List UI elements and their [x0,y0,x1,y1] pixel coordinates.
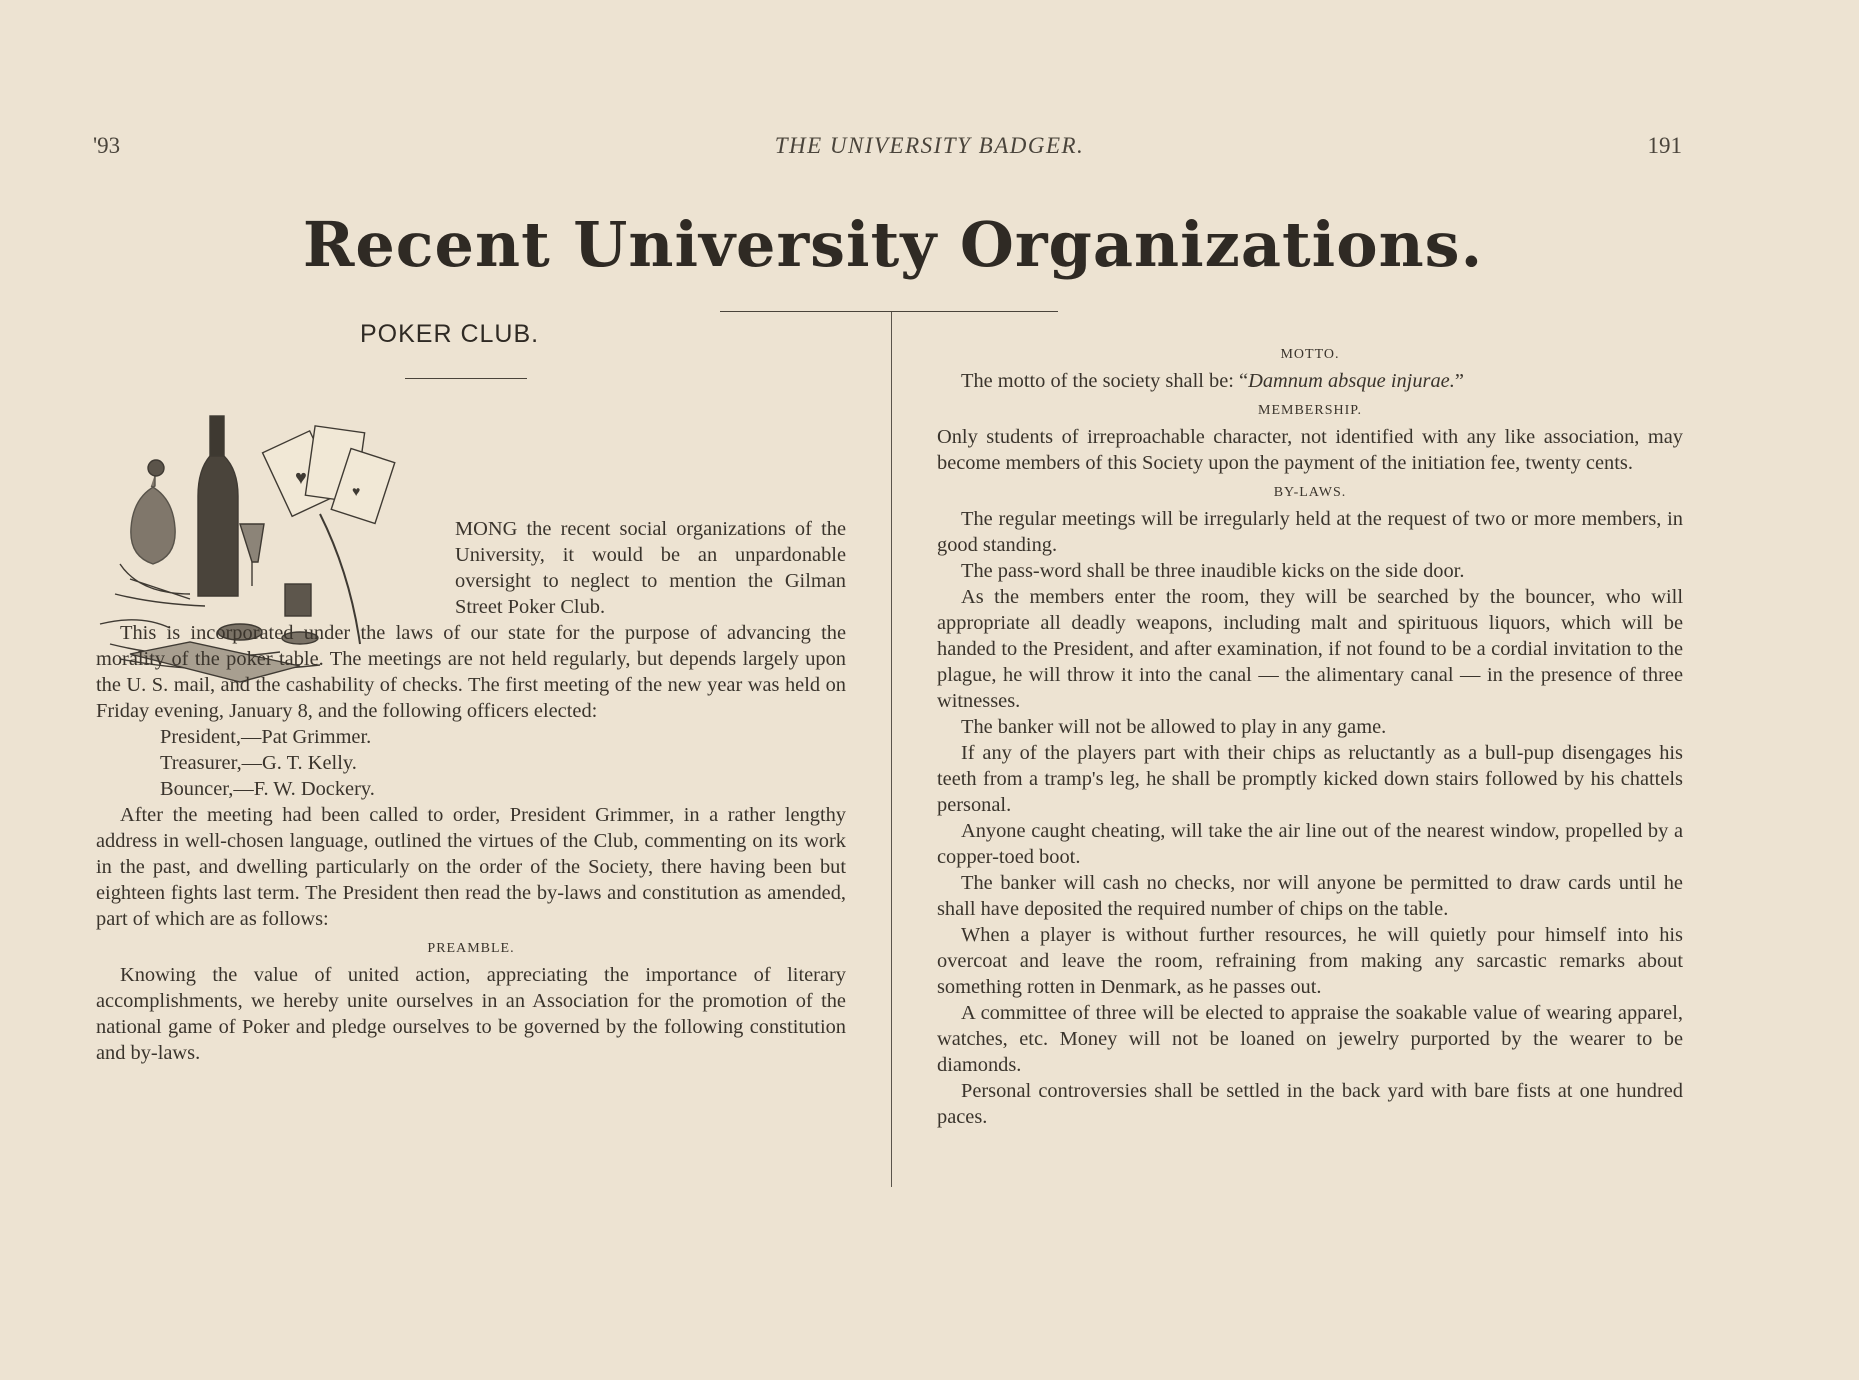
bylaw-item: Personal controversies shall be settled in the back yard with bare fists at one hundred paces. [937,1080,1683,1128]
bylaw-item: Anyone caught cheating, will take the air line out of the nearest window, propelled by a copper-toed boot. [937,820,1683,868]
preamble-paragraph: Knowing the value of united action, appreciating the importance of literary accomplishments, we hereby unite ourselves in an Association for the promotion of the national game of Poker and pledge ourselves to be governed by the following constitution and by-laws. [96,964,846,1064]
bylaw-item: If any of the players part with their chips as reluctantly as a bull-pup disengages his teeth from a tramp's leg, he shall be promptly kicked down stairs followed by his chattels personal. [937,742,1683,816]
running-head-title: THE UNIVERSITY BADGER. [774,133,1085,158]
heading-rule [405,378,527,379]
motto-paragraph [937,368,1683,394]
officers-list [160,724,846,802]
column-divider [891,312,892,1187]
officer-treasurer: Treasurer,—G. T. Kelly. [160,752,357,774]
svg-text:♥: ♥ [295,467,307,489]
motto-heading: MOTTO. [1280,347,1340,362]
bylaws-heading: BY-LAWS. [1273,485,1347,500]
motto-suffix: ” [1454,370,1464,392]
section-heading-poker-club: POKER CLUB. [360,320,540,348]
motto-latin: Damnum absque injurae. [1248,370,1455,392]
svg-text:♥: ♥ [352,485,361,500]
page-title: Recent University Organizations. [302,208,1484,281]
title-rule [720,311,1058,312]
officer-president: President,—Pat Grimmer. [160,726,372,748]
page-number: 191 [1647,133,1682,158]
bylaw-item: When a player is without further resources, he will quietly pour himself into his overcoat and leave the room, refraining from making any sarcastic remarks about something rotten in Denmark, as he passes out. [937,924,1683,998]
preamble-heading: PREAMBLE. [427,941,515,956]
poker-illustration [90,404,455,614]
bylaw-item: A committee of three will be elected to appraise the soakable value of wearing apparel, watches, etc. Money will not be loaned on jewelry purported by the wearer to be diamonds. [937,1002,1683,1076]
meeting-paragraph: After the meeting had been called to order, President Grimmer, in a rather lengthy address in well-chosen language, outlined the virtues of the Club, commenting on its work in the past, and dwelling particularly on the order of the Society, there having been but eighteen fights last term. The President then read the by-laws and constitution as amended, part of which are as follows: [96,804,846,930]
intro-text: MONG the recent social organizations of the University, it would be an unpardonable oversight to neglect to mention the Gilman Street Poker Club. [455,518,846,618]
officer-bouncer: Bouncer,—F. W. Dockery. [160,778,375,800]
bylaw-item: As the members enter the room, they will be searched by the bouncer, who will appropriate all deadly weapons, including malt and spirituous liquors, which will be handed to the President, and after examination, if not found to be a cordial invitation to the plague, he will throw it into the canal — the alimentary canal — in the presence of three witnesses. [937,586,1683,712]
bylaw-item: The pass-word shall be three inaudible kicks on the side door. [961,560,1465,582]
membership-heading: MEMBERSHIP. [1258,403,1362,418]
incorporation-paragraph: This is incorporated under the laws of our state for the purpose of advancing the morality of the poker table. The meetings are not held regularly, but depends largely upon the U. S. mail, and the cashability of checks. The first meeting of the new year was held on Friday evening, January 8, and the following officers elected: [96,622,846,722]
membership-paragraph: Only students of irreproachable character, not identified with any like association, may become members of this Society upon the payment of the initiation fee, twenty cents. [937,426,1683,474]
motto-prefix: The motto of the society shall be: “ [961,370,1249,392]
bylaw-item: The regular meetings will be irregularly held at the request of two or more members, in good standing. [937,508,1683,556]
bylaw-item: The banker will not be allowed to play in any game. [961,716,1387,738]
left-column [96,467,846,1066]
volume-number: '93 [93,133,121,158]
right-column [937,344,1683,1130]
bylaw-item: The banker will cash no checks, nor will anyone be permitted to draw cards until he shall have deposited the required number of chips on the table. [937,872,1683,920]
